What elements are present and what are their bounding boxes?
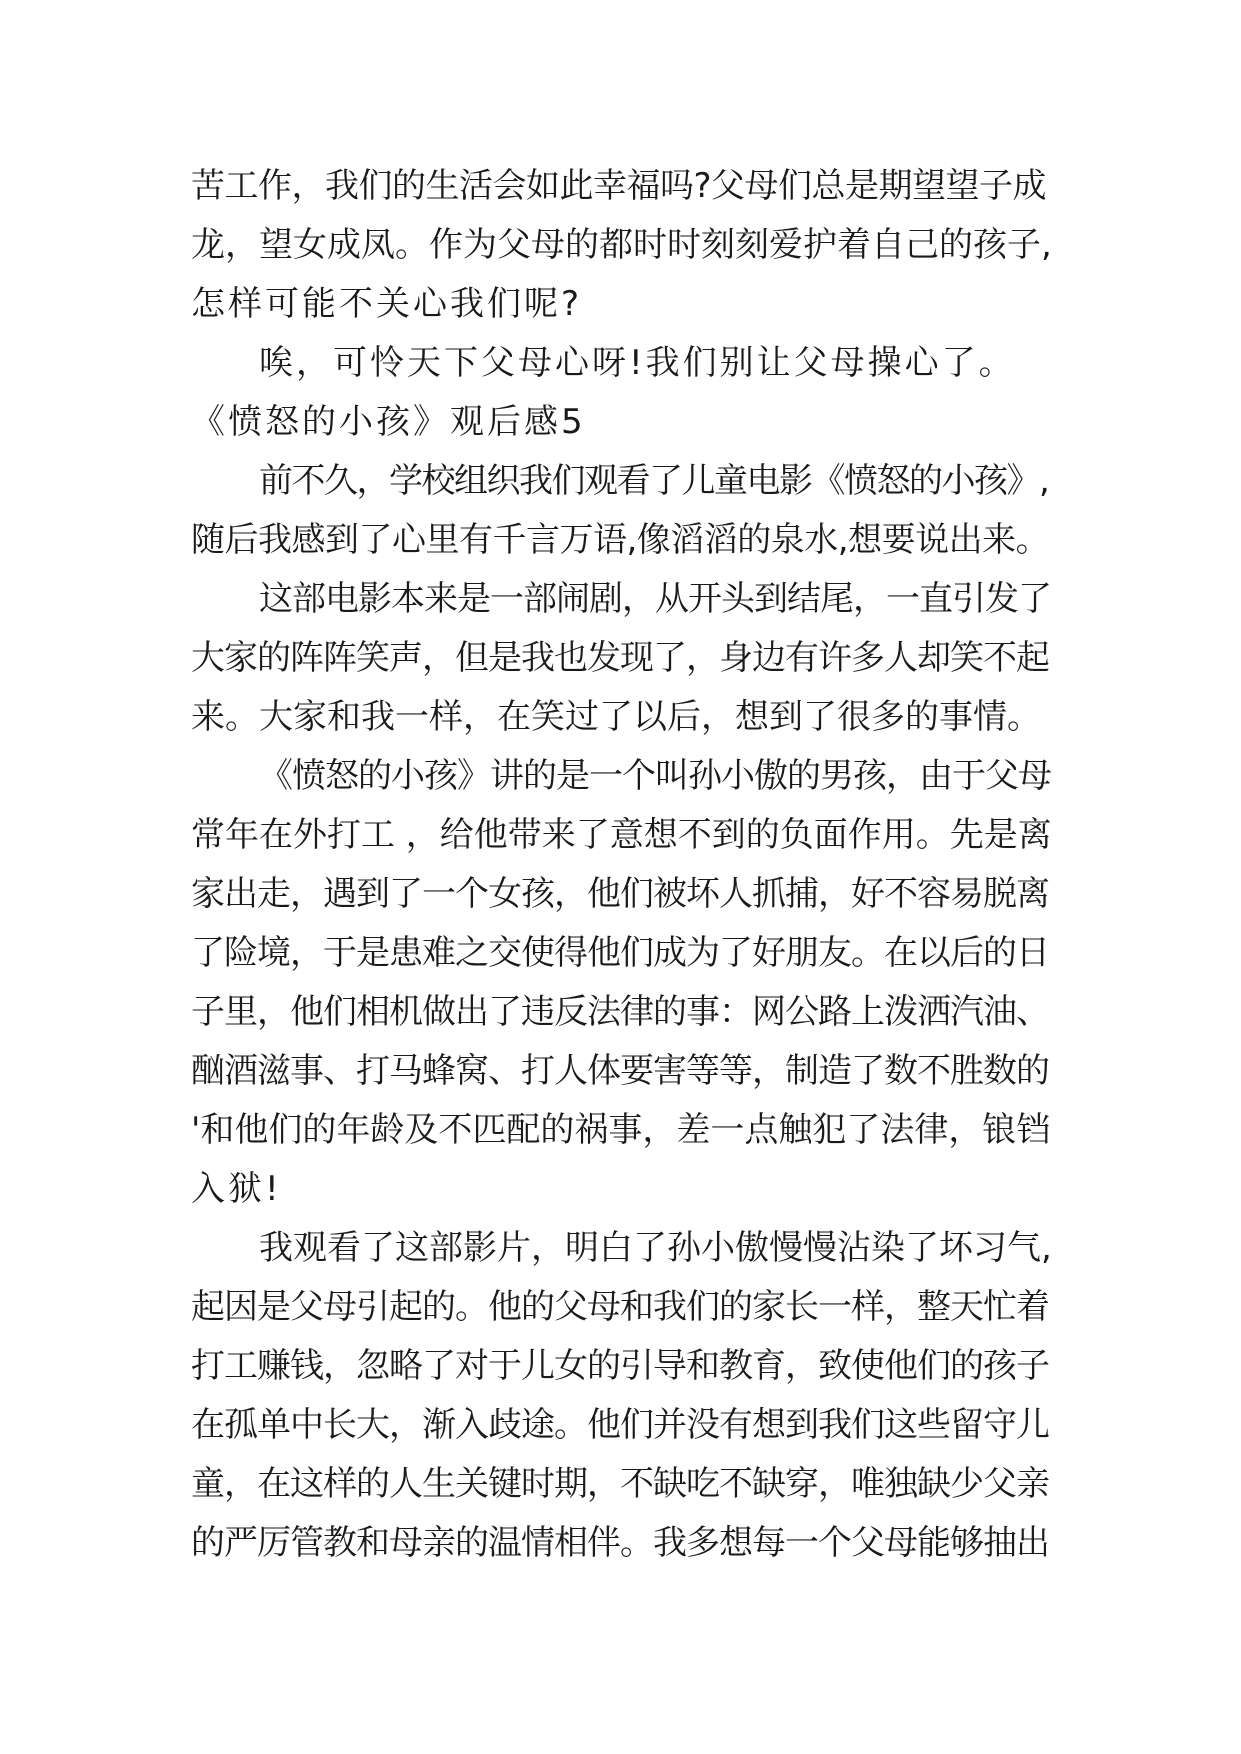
text-line: 随后我感到了心里有千言万语,像滔滔的泉水,想要说出来。: [191, 520, 1050, 560]
text-line: 起因是父母引起的。他的父母和我们的家长一样，整天忙着: [191, 1287, 1049, 1327]
text-line: 入狱!: [191, 1169, 282, 1209]
paragraph-start-line: 这部电影本来是一部闹剧，从开头到结尾，一直引发了: [259, 579, 1051, 619]
text-line: 打工赚钱，忽略了对于儿女的引导和教育，致使他们的孩子: [191, 1346, 1049, 1386]
text-line: 了险境，于是患难之交使得他们成为了好朋友。在以后的日: [191, 933, 1049, 973]
text-line: 的严厉管教和母亲的温情相伴。我多想每一个父母能够抽出: [191, 1523, 1049, 1563]
paragraph-start-line: 《愤怒的小孩》讲的是一个叫孙小傲的男孩，由于父母: [259, 756, 1051, 796]
text-line: 在孤单中长大，渐入歧途。他们并没有想到我们这些留守儿: [191, 1405, 1049, 1445]
text-line: 酗酒滋事、打马蜂窝、打人体要害等等，制造了数不胜数的: [191, 1051, 1049, 1091]
paragraph-start-line: 前不久，学校组织我们观看了儿童电影《愤怒的小孩》,: [259, 461, 1049, 501]
text-line: '和他们的年龄及不匹配的祸事，差一点触犯了法律，锒铛: [191, 1110, 1051, 1150]
text-line: 童，在这样的人生关键时期，不缺吃不缺穿，唯独缺少父亲: [191, 1464, 1049, 1504]
document-body: [191, 157, 1051, 1573]
text-line: 常年在外打工 ，给他带来了意想不到的负面作用。先是离: [191, 815, 1052, 855]
paragraph-start-line: 唉，可怜天下父母心呀!我们别让父母操心了。: [259, 343, 1016, 383]
text-line: 家出走，遇到了一个女孩，他们被坏人抓捕，好不容易脱离: [191, 874, 1049, 914]
text-line: 子里，他们相机做出了违反法律的事：网公路上泼洒汽油、: [191, 992, 1049, 1032]
paragraph-start-line: 我观看了这部影片，明白了孙小傲慢慢沾染了坏习气,: [259, 1228, 1052, 1268]
text-line: 怎样可能不关心我们呢?: [191, 284, 583, 324]
text-line: 大家的阵阵笑声，但是我也发现了，身边有许多人却笑不起: [191, 638, 1049, 678]
text-line: 苦工作，我们的生活会如此幸福吗?父母们总是期望望子成: [191, 166, 1047, 206]
text-line: 来。大家和我一样，在笑过了以后，想到了很多的事情。: [191, 697, 1041, 737]
text-line: 龙，望女成凤。作为父母的都时时刻刻爱护着自己的孩子,: [191, 225, 1052, 265]
section-heading: 《愤怒的小孩》观后感5: [191, 402, 586, 442]
